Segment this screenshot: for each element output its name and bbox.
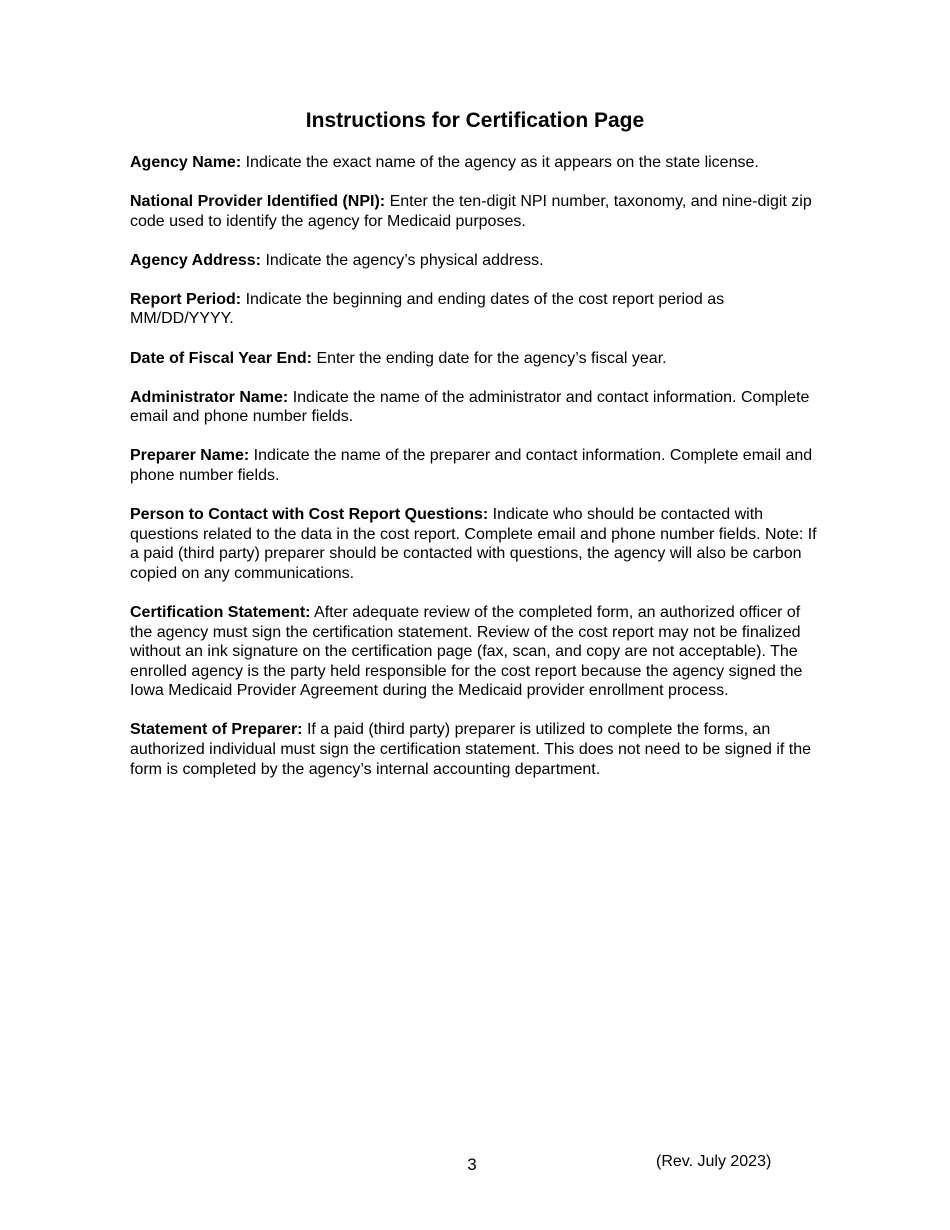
section-statement-of-preparer — [130, 720, 820, 779]
section-preparer-name — [130, 446, 820, 485]
section-text: Indicate the name of the preparer and contact information. Complete email and phone number fields. — [130, 447, 813, 484]
section-agency-name — [130, 153, 820, 173]
page-title: Instructions for Certification Page — [305, 109, 645, 132]
section-term: Administrator Name: — [130, 388, 289, 406]
section-term: Preparer Name: — [130, 447, 250, 465]
section-text: Enter the ending date for the agency’s fiscal year. — [312, 349, 667, 367]
section-term: Agency Name: — [130, 154, 242, 171]
instructions-body — [130, 153, 820, 799]
section-certification-statement — [130, 603, 820, 701]
section-text: Indicate who should be contacted with questions related to the data in the cost report. Complete email and phone number fields. Note: If a paid (third party) preparer should be contacted with questions, the agency will also be carbon copied on any communications. — [130, 506, 817, 582]
section-administrator-name — [130, 388, 820, 427]
revision-date: (Rev. July 2023) — [656, 1153, 772, 1170]
section-npi — [130, 192, 820, 231]
page-number: 3 — [467, 1155, 477, 1174]
section-term: National Provider Identified (NPI): — [130, 193, 386, 211]
section-term: Person to Contact with Cost Report Questions: — [130, 506, 489, 524]
section-text: Indicate the agency’s physical address. — [261, 251, 544, 269]
section-term: Agency Address: — [130, 251, 261, 269]
section-fiscal-year-end — [130, 349, 820, 369]
section-contact-person — [130, 505, 820, 583]
section-term: Date of Fiscal Year End: — [130, 349, 312, 367]
section-text: If a paid (third party) preparer is utilized to complete the forms, an authorized individual must sign the certification statement. This does not need to be signed if the form is completed by the agency’s internal accounting department. — [130, 721, 811, 778]
section-term: Statement of Preparer: — [130, 721, 303, 739]
section-text: Indicate the beginning and ending dates of the cost report period as MM/DD/YYYY. — [130, 290, 725, 328]
section-agency-address — [130, 251, 820, 271]
section-text: Indicate the exact name of the agency as it appears on the state license. — [241, 154, 759, 171]
section-text: After adequate review of the completed form, an authorized officer of the agency must sign the certification statement. Review of the cost report may not be finalized without an ink signature on the certification page (fax, scan, and copy are not acceptable). The enrolled agency is the party held responsible for the cost report because the agency signed the Iowa Medicaid Provider Agreement during the Medicaid provider enrollment process. — [130, 603, 803, 700]
section-text: Indicate the name of the administrator and contact information. Complete email and phone number fields. — [130, 388, 810, 426]
section-term: Report Period: — [130, 290, 242, 308]
section-text: Enter the ten-digit NPI number, taxonomy, and nine-digit zip code used to identify the agency for Medicaid purposes. — [130, 193, 812, 230]
section-report-period — [130, 290, 820, 329]
section-term: Certification Statement: — [130, 603, 311, 621]
